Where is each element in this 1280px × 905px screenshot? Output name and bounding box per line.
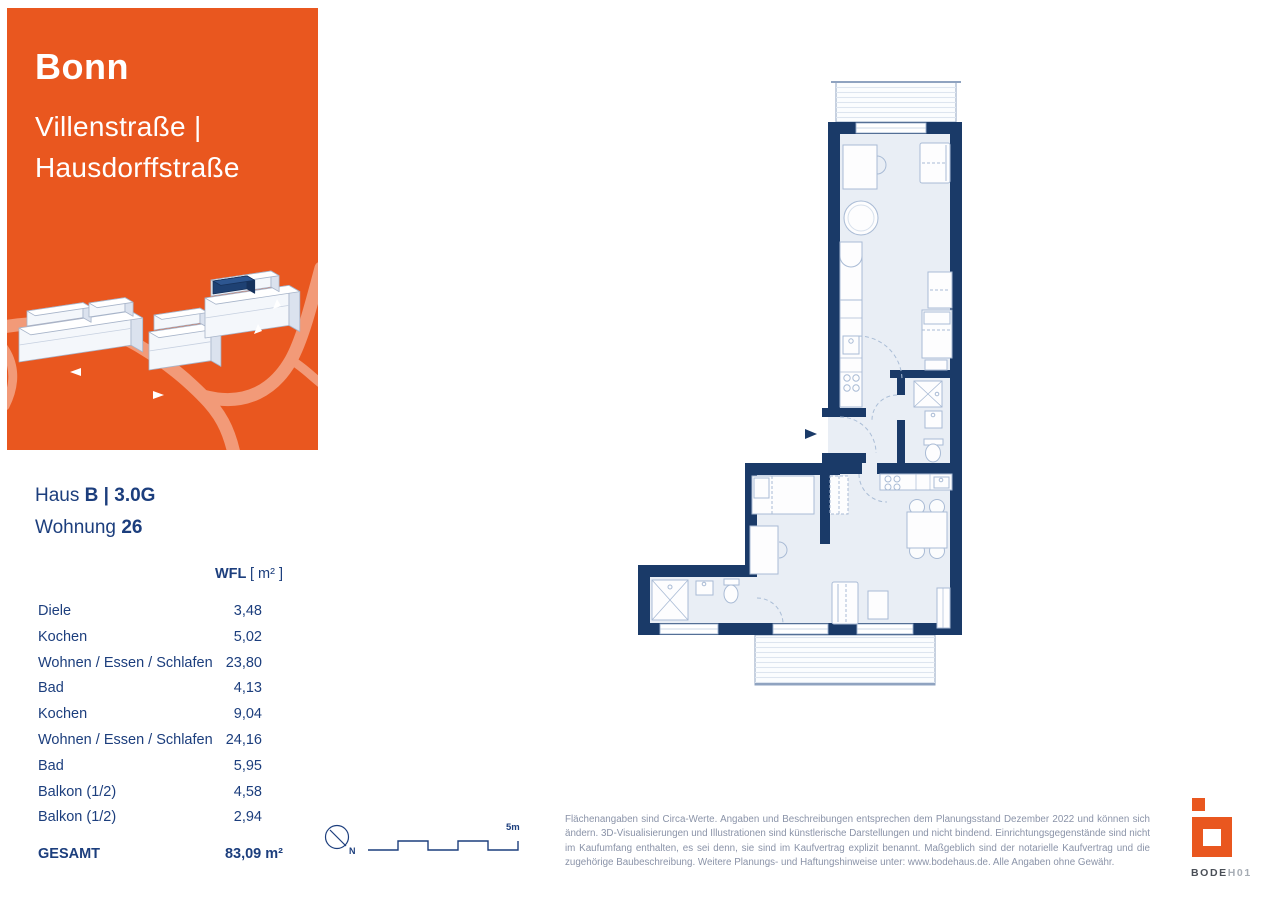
- wohnung-line: [35, 512, 155, 544]
- street-line-2: Hausdorffstraße: [35, 152, 240, 183]
- table-row: [38, 784, 262, 810]
- wohnung-value: 26: [121, 517, 143, 538]
- room-label: Wohnen / Essen / Schlafen: [38, 731, 213, 748]
- north-indicator: [322, 820, 372, 860]
- logo-text-secondary: H01: [1227, 867, 1252, 879]
- total-label: GESAMT: [38, 846, 101, 862]
- table-row: [38, 758, 262, 784]
- area-table-header: [35, 566, 283, 582]
- scale-label: 5m: [506, 822, 520, 833]
- disclaimer-text: Flächenangaben sind Circa-Werte. Angaben und Beschreibungen entsprechen dem Planungsstand Dezember 2022 und können sich ändern. 3D-Visualisierungen und Illustrationen sind künstlerische Darstellungen und nicht bindend. Einrichtungsgegenstände sind nicht im Kaufumfang enthalten, es sei denn, sie sind im Kaufvertrag explizit benannt. Maßgeblich sind der notarielle Kaufvertrag und die zugehörige Baubeschreibung. Weitere Planungs- und Haftungshinweise unter: www.bodehaus.de. Alle Angaben ohne Gewähr.: [565, 814, 1150, 869]
- room-label: Balkon (1/2): [38, 809, 117, 826]
- floor-plan: [600, 60, 1030, 700]
- scale-line: [368, 841, 518, 850]
- area-table-body: [38, 603, 262, 835]
- entry-arrow: [805, 429, 817, 439]
- wfl-label: WFL: [214, 566, 247, 582]
- wfl-unit: [ m² ]: [249, 566, 283, 582]
- kitchen-1: [840, 242, 862, 407]
- room-area-value: 4,13: [233, 680, 262, 697]
- table-row: [38, 680, 262, 706]
- company-logo: [1186, 794, 1256, 886]
- north-label: N: [349, 846, 356, 856]
- room-label: Bad: [38, 680, 64, 697]
- table-row: [38, 603, 262, 629]
- compass-needle: [330, 830, 346, 846]
- room-area-value: 5,02: [233, 628, 262, 645]
- total-value: 83,09 m²: [224, 846, 283, 862]
- room-area-value: 5,95: [233, 757, 262, 774]
- room-label: Wohnen / Essen / Schlafen: [38, 654, 213, 671]
- balcony-bottom: [755, 635, 935, 685]
- street-title: [35, 106, 240, 188]
- bath2-door-opening: [745, 598, 757, 623]
- city-title: Bonn: [35, 46, 129, 87]
- haus-value: B | 3.0G: [84, 485, 156, 506]
- room-area-value: 9,04: [233, 706, 262, 723]
- table-row: [38, 706, 262, 732]
- room-label: Diele: [38, 603, 72, 619]
- wohnung-label: Wohnung: [35, 517, 116, 538]
- logo-text-primary: BODE: [1191, 867, 1228, 879]
- room-area-value: 4,58: [233, 783, 262, 800]
- site-3d-illustration: [7, 210, 318, 450]
- room-label: Bad: [38, 757, 64, 774]
- room-area-value: 24,16: [225, 731, 262, 748]
- room-label: Balkon (1/2): [38, 783, 117, 800]
- unit-info: [35, 480, 155, 544]
- room-area-value: 23,80: [225, 654, 262, 671]
- logo-wordmark: [1191, 867, 1252, 879]
- entry-door-opening: [828, 417, 840, 453]
- room-area-value: 3,48: [233, 603, 262, 619]
- area-total-row: [38, 846, 283, 862]
- room-label: Kochen: [38, 706, 88, 723]
- haus-line: [35, 480, 155, 512]
- project-header-panel: [7, 8, 318, 450]
- scale-bar: [366, 818, 524, 856]
- table-row: [38, 732, 262, 758]
- logo-dot: [1192, 798, 1205, 811]
- building-left: [19, 298, 143, 362]
- table-row: [38, 809, 262, 835]
- kitchen-2: [880, 474, 952, 490]
- logo-square: [1192, 817, 1232, 857]
- room-label: Kochen: [38, 628, 88, 645]
- balcony-top: [831, 82, 961, 122]
- logo-square-hole: [1203, 829, 1221, 846]
- street-line-1: Villenstraße |: [35, 111, 202, 142]
- table-row: [38, 655, 262, 681]
- table-row: [38, 629, 262, 655]
- building-right: [205, 271, 300, 338]
- haus-label: Haus: [35, 485, 80, 506]
- room-area-value: 2,94: [233, 809, 262, 826]
